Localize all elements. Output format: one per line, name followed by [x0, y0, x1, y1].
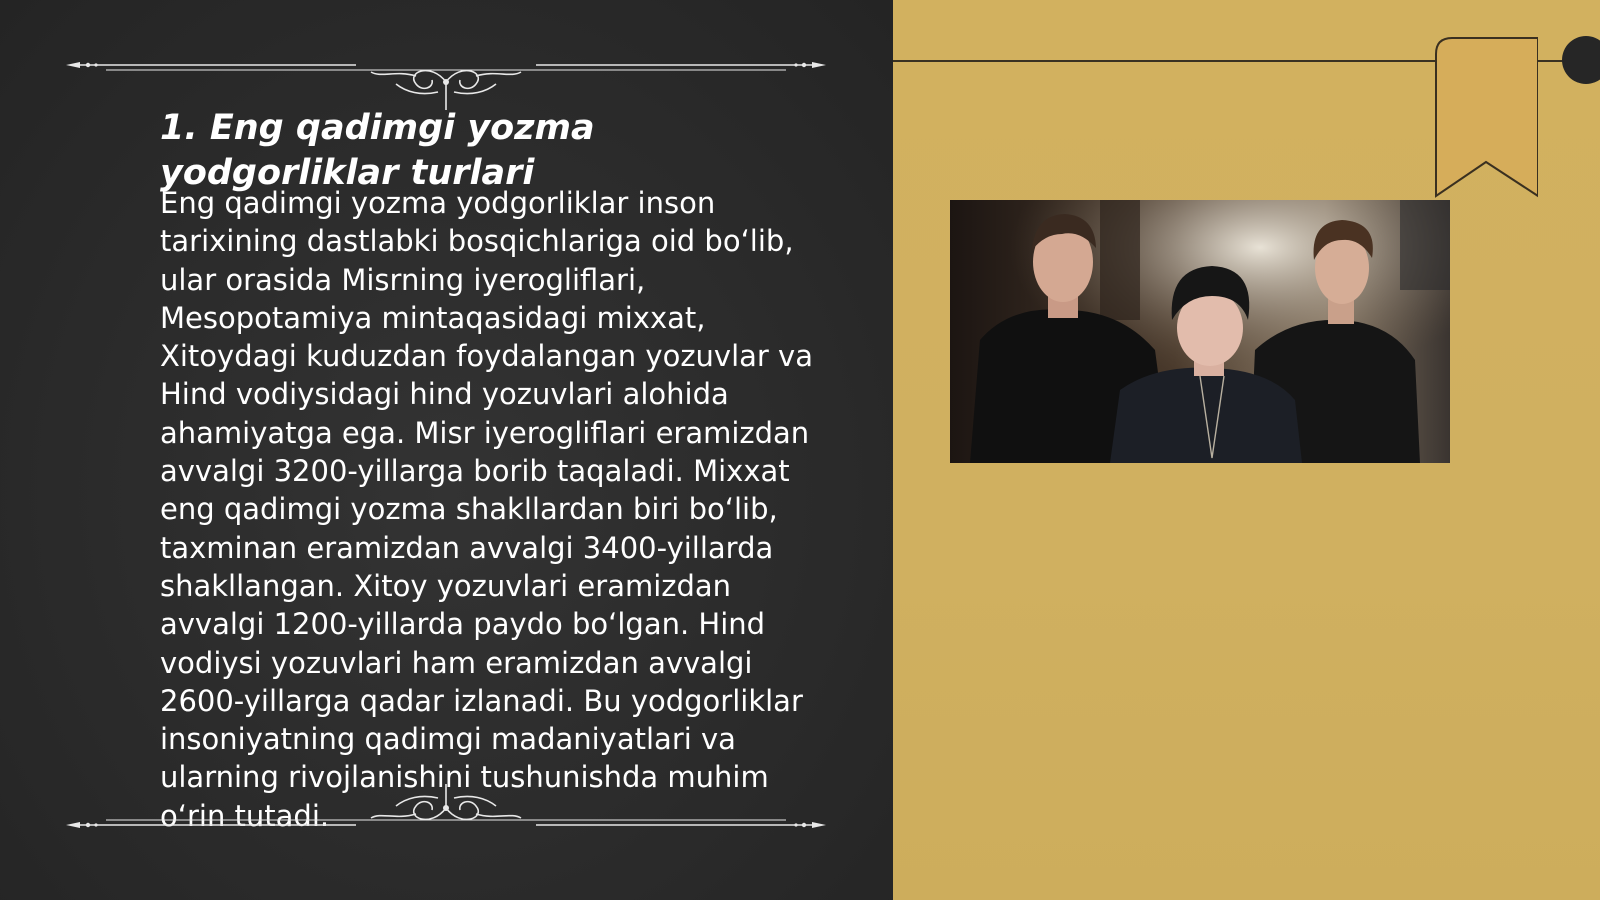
- bottom-flourish-divider-icon: [66, 782, 826, 842]
- top-flourish-divider-icon: [66, 52, 826, 112]
- band-photo: [950, 200, 1450, 463]
- slide-body-text: Eng qadimgi yozma yodgorliklar inson tarixining dastlabki bosqichlariga oid bo‘lib, ular orasida Misrning iyerogliflari, Mesopotamiya mintaqasidagi mixxat, Xitoydagi kuduzdan foydalangan yozuvlar va Hind vodiysidagi hind yozuvlari alohida ahamiyatga ega. Misr iyerogliflari eramizdan avvalgi 3200-yillarga borib taqaladi. Mixxat eng qadimgi yozma shakllardan biri bo‘lib, taxminan eramizdan avvalgi 3400-yillarda shakllangan. Xitoy yozuvlari eramizdan avvalgi 1200-yillarda paydo bo‘lgan. Hind vodiysi yozuvlari ham eramizdan avvalgi 2600-yillarga qadar izlanadi. Bu yodgorliklar insoniyatning qadimgi madaniyatlari va ularning rivojlanishini tushunishda muhim o‘rin tutadi.: [160, 186, 813, 833]
- slide-title: 1. Eng qadimgi yozma yodgorliklar turlari: [160, 108, 595, 193]
- bookmark-ribbon-icon: [1434, 36, 1538, 200]
